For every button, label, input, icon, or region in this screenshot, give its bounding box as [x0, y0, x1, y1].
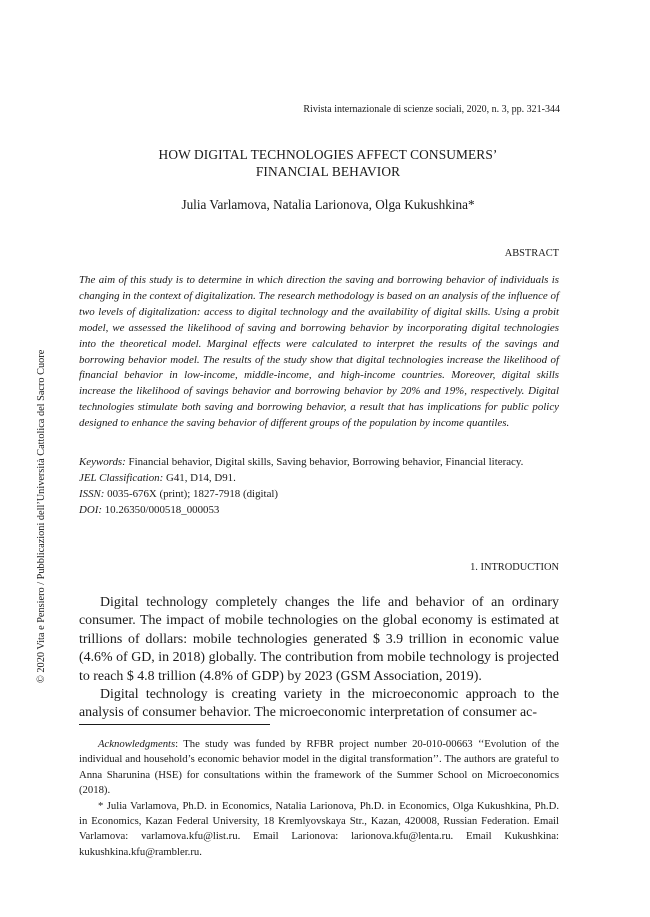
acknowledgments-label: Acknowledgments — [98, 738, 176, 750]
journal-reference: Rivista internazionale di scienze sociali, 2020, n. 3, pp. 321-344 — [303, 104, 560, 115]
footnote-divider — [79, 724, 270, 725]
article-metadata — [79, 455, 559, 519]
doi-row — [79, 503, 559, 519]
footnote-acknowledgments — [79, 737, 559, 799]
copyright-sidebar: © 2020 Vita e Pensiero / Pubblicazioni dell’Università Cattolica del Sacro Cuore — [36, 349, 47, 683]
keywords-label: Keywords: — [79, 456, 126, 468]
article-title-line-1: HOW DIGITAL TECHNOLOGIES AFFECT CONSUMERS’ — [158, 147, 498, 162]
issn-label: ISSN: — [79, 487, 105, 500]
acknowledgments-text: : The study was funded by RFBR project number 20-010-00663 ‘‘Evolution of the individual and household’s economic behavior model in the digital transformation’’. The authors are grateful to Anna Sharunina (HSE) for consultations within the framework of the Summer School on Microeconomics (2018). — [79, 738, 559, 797]
issn-row — [79, 487, 559, 503]
keywords-row — [79, 455, 559, 471]
doi-label: DOI: — [79, 503, 102, 516]
body-paragraph: Digital technology completely changes the life and behavior of an ordinary consumer. The impact of mobile technologies on the global economy is estimated at trillions of dollars: mobile technologies generated $ 3.9 trillion in economic value (4.6% of GD, in 2018) globally. The contribution from mobile technology is projected to reach $ 4.8 trillion (4.8% of GDP) by 2023 (GSM Association, 2019). — [79, 595, 559, 684]
jel-label: JEL Classification: — [79, 471, 164, 484]
jel-row — [79, 471, 559, 487]
issn-value: 0035-676X (print); 1827-7918 (digital) — [107, 487, 279, 500]
jel-value: G41, D14, D91. — [165, 471, 236, 484]
doi-value: 10.26350/000518_000053 — [104, 503, 220, 516]
introduction-body — [79, 594, 559, 723]
abstract-text: The aim of this study is to determine in which direction the saving and borrowing behavior of individuals is changing in the context of digitalization. The research methodology is based on an analysis of the influence of two levels of digitalization: access to digital technology and the availability of digital skills. Using a probit model, we assessed the likelihood of saving and borrowing behavior by incorporating digital technologies into the theoretical model. Marginal effects were calculated to interpret the results of the savings and borrowing behavior model. The results of the study show that digital technologies increase the likelihood of financial behavior in low-income, middle-income, and high-income countries. Moreover, digital skills increase the likelihood of savings behavior and borrowing behavior by 20% and 19%, respectively. Digital technologies stimulate both saving and borrowing behavior, a result that has implications for public policy designed to enhance the saving behavior of different groups of the population by income quantiles. — [79, 274, 559, 430]
body-paragraph: Digital technology is creating variety in the microeconomic approach to the analysis of consumer behavior. The microeconomic interpretation of consumer ac- — [79, 687, 559, 721]
article-title — [118, 146, 538, 180]
footnote-authors: * Julia Varlamova, Ph.D. in Economics, Natalia Larionova, Ph.D. in Economics, Olga Kukushkina, Ph.D. in Economics, Kazan Federal University, 18 Kremlyovskaya Str., Kazan, 420008, Russian Federation. Email Varlamova: varlamova.kfu@list.ru. Email Larionova: larionova.kfu@lenta.ru. Email Kukushkina: kukushkina.kfu@rambler.ru. — [79, 799, 559, 858]
abstract-heading: ABSTRACT — [504, 248, 559, 259]
author-list: Julia Varlamova, Natalia Larionova, Olga Kukushkina* — [181, 197, 475, 212]
keywords-value: Financial behavior, Digital skills, Saving behavior, Borrowing behavior, Financial literacy. — [128, 456, 524, 468]
article-title-line-2: FINANCIAL BEHAVIOR — [255, 164, 401, 179]
footnotes — [79, 737, 559, 860]
section-heading-introduction: 1. INTRODUCTION — [470, 562, 559, 573]
